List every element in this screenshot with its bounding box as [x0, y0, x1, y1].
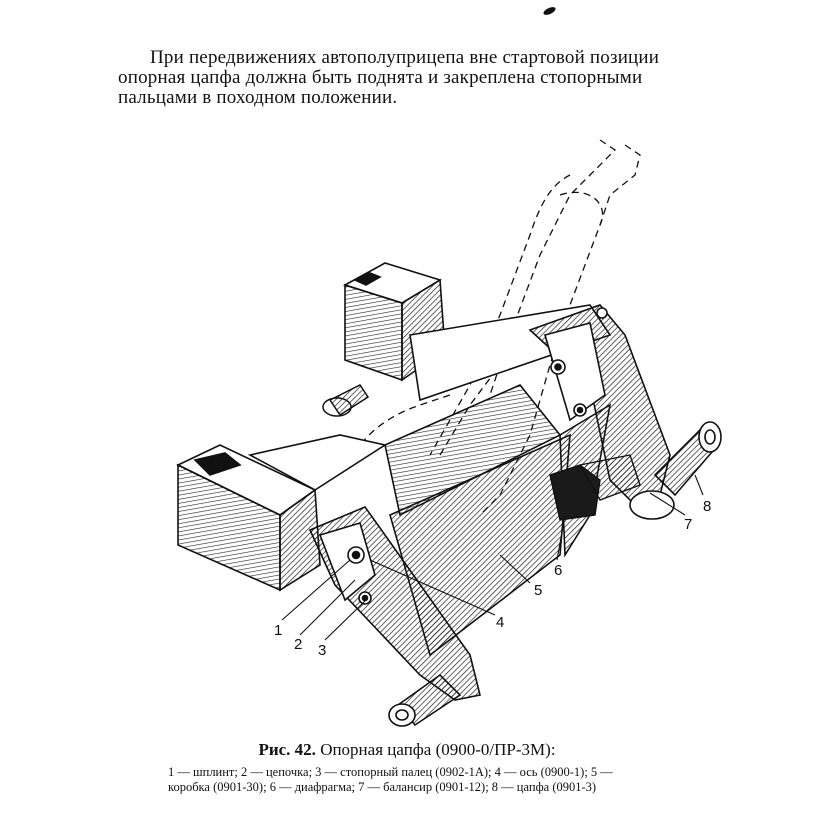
callout-3: 3 — [318, 642, 327, 659]
callout-4: 4 — [496, 614, 505, 631]
support-trunnion-drawing — [170, 135, 730, 735]
figure-title: Опорная цапфа (0900-0/ПР-3М): — [320, 740, 556, 759]
body-paragraph — [118, 48, 788, 108]
paragraph-line-3: пальцами в походном положении. — [118, 87, 398, 108]
legend-line-1: 1 — шплинт; 2 — цепочка; 3 — стопорный палец (0902-1А); 4 — ось (0900-1); 5 — — [168, 765, 613, 779]
figure-number: Рис. 42. — [258, 740, 316, 759]
left-pin — [323, 385, 368, 416]
callout-7: 7 — [684, 516, 693, 533]
callout-2: 2 — [294, 636, 303, 653]
legend-line-2: коробка (0901-30); 6 — диафрагма; 7 — балансир (0901-12); 8 — цапфа (0901-3) — [168, 780, 597, 794]
ink-mark — [542, 6, 556, 17]
paragraph-line-2: опорная цапфа должна быть поднята и закреплена стопорными — [118, 67, 643, 88]
figure-legend — [168, 765, 768, 795]
callout-8: 8 — [703, 498, 712, 515]
callout-5: 5 — [534, 582, 543, 599]
paragraph-line-1: При передвижениях автополуприцепа вне стартовой позиции — [150, 47, 660, 68]
callout-1: 1 — [274, 622, 283, 639]
figure-caption — [0, 740, 814, 760]
callout-6: 6 — [554, 562, 563, 579]
